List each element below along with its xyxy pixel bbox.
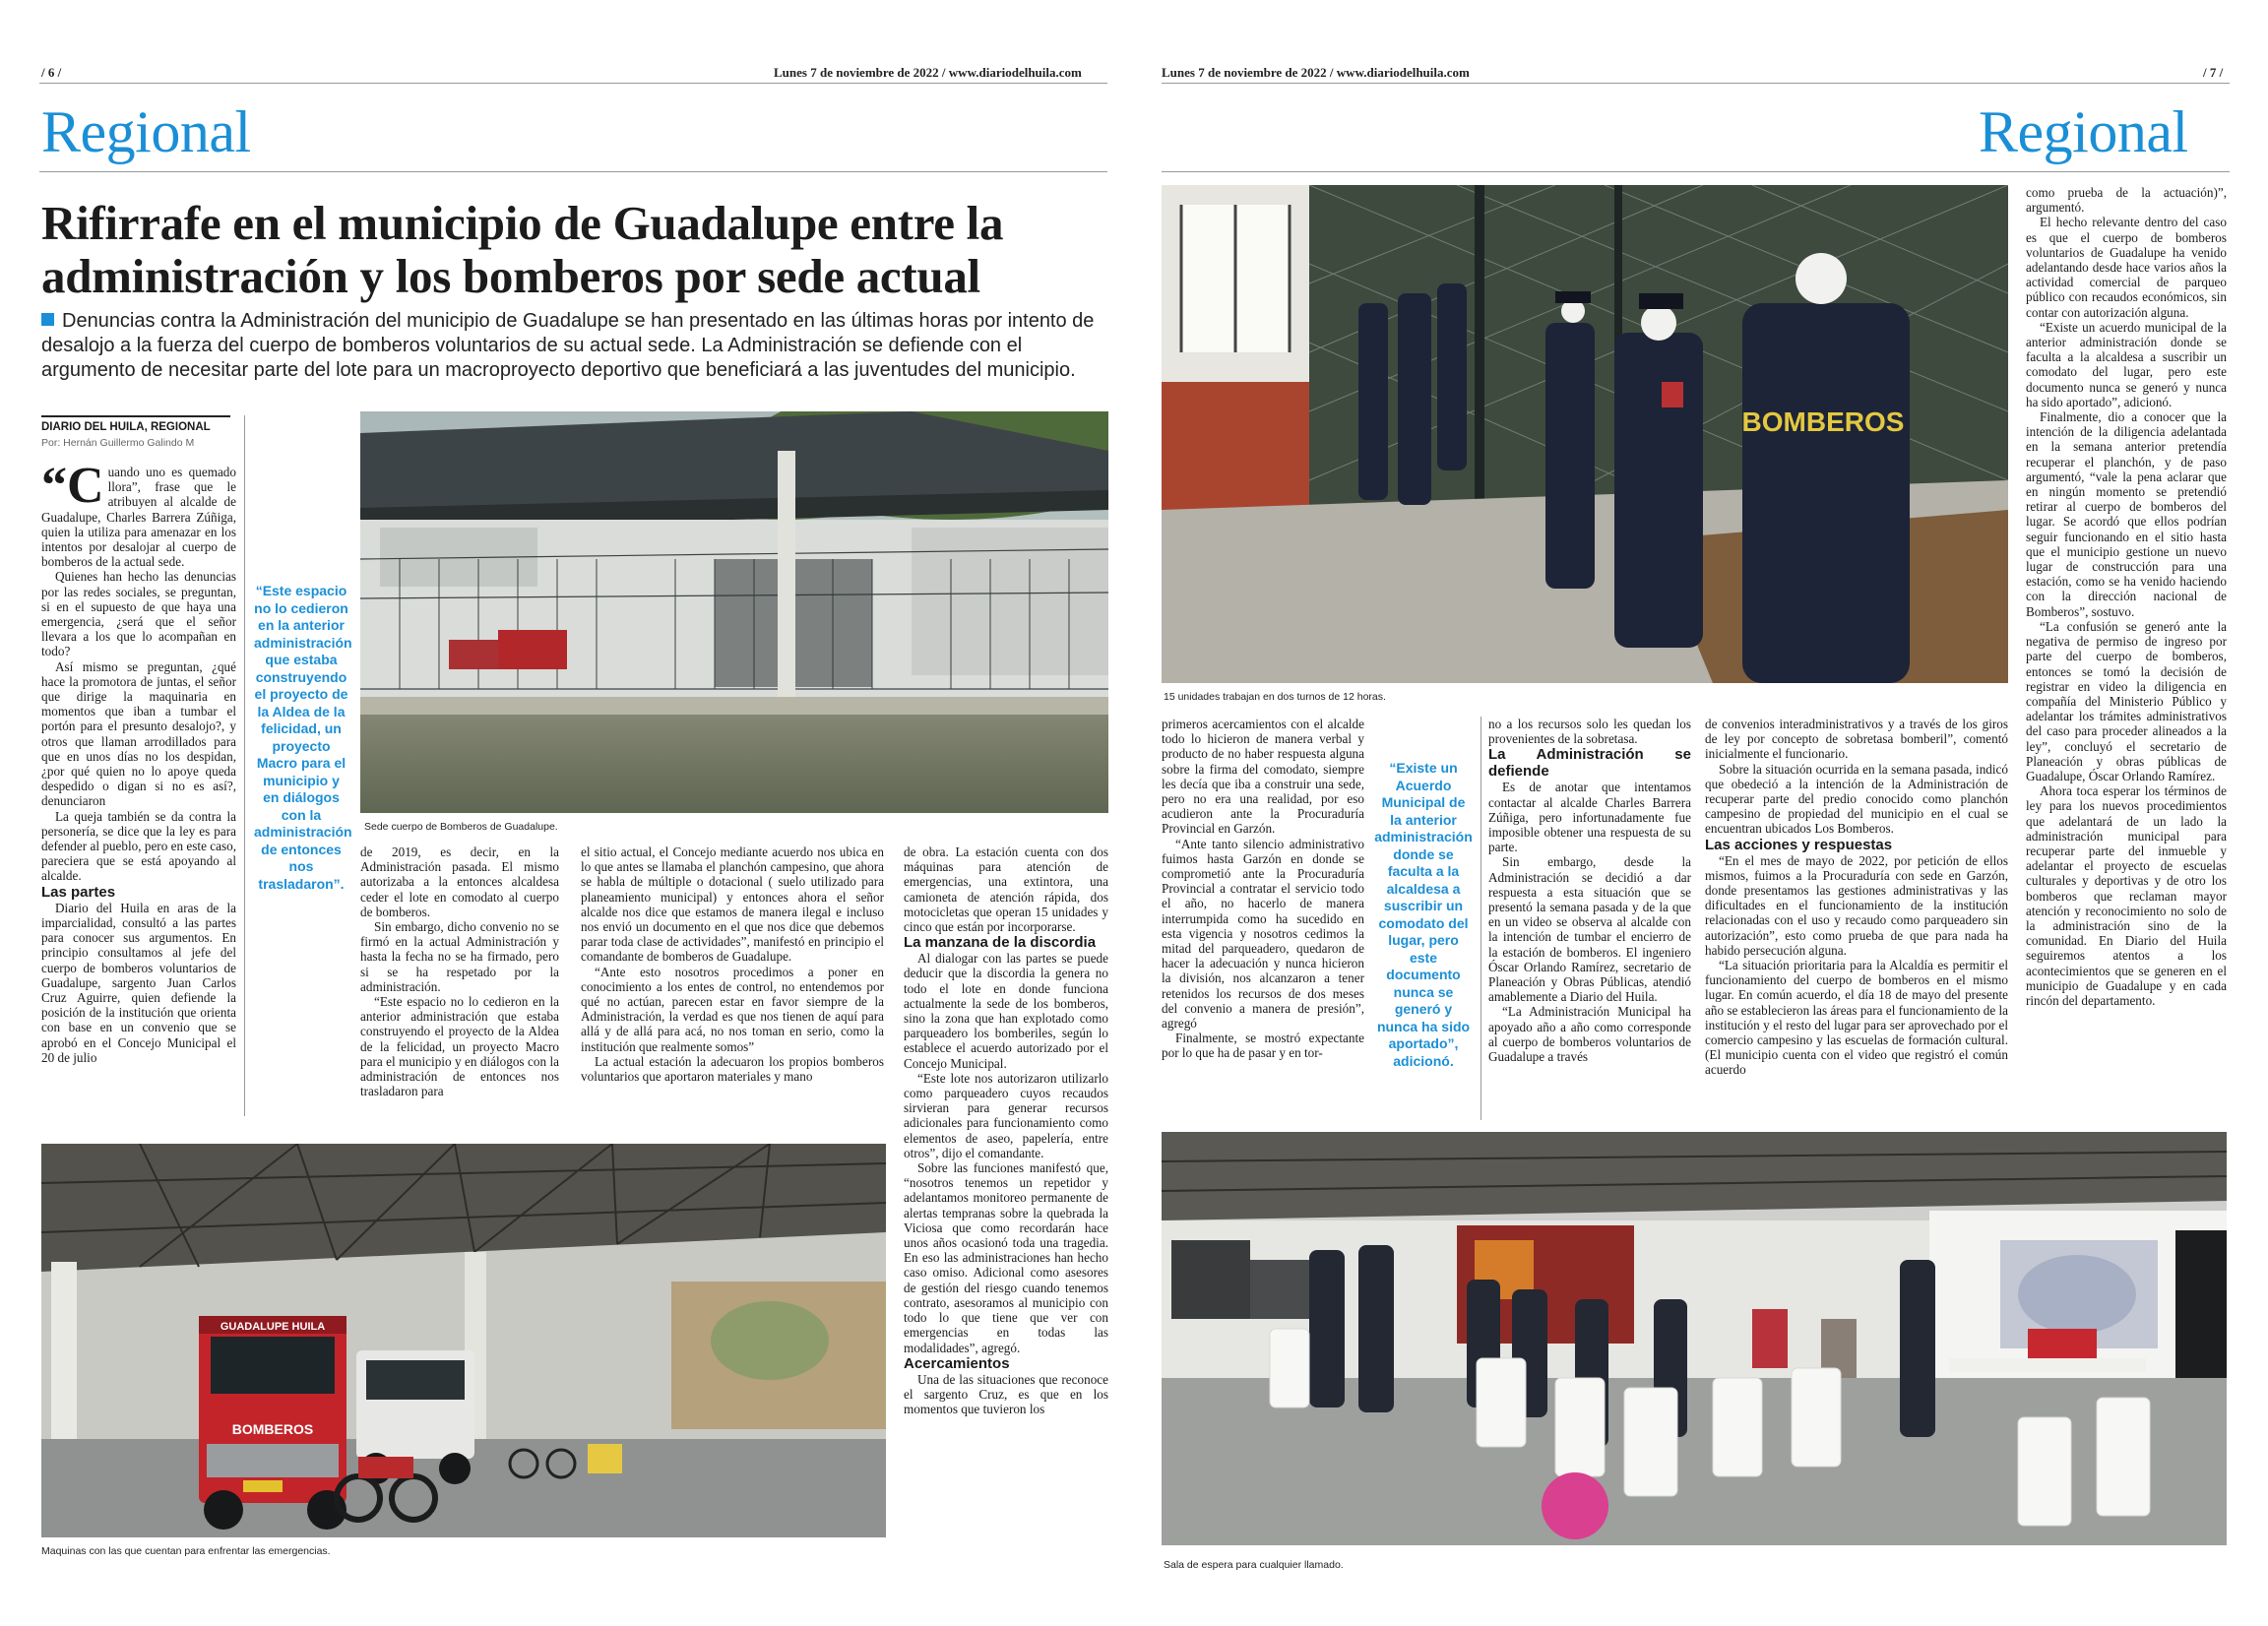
col8-p5: “La confusión se generó ante la negativa de permiso de ingreso por parte del cuerpo de bomberos, entonces se tomó la decisión de registrar en video la diligencia en compañía del Ministerio Público y adelantar los trámites administrativos del caso para proceder alineados a la ley”, concluyó el secretario de Planeación y obras públicas de Guadalupe, Óscar Orlando Ramírez. [2026,618,2227,783]
photo-fire-station-building [360,411,1108,813]
photo-fire-trucks [41,1144,886,1537]
uniform-text: BOMBEROS [1741,406,1905,437]
col7-subhead: Las acciones y respuestas [1705,836,1893,853]
headline-line-2: administración y los bomberos por sede actual [41,249,980,303]
col2-p3: “Este espacio no lo cedieron en la anterior administración que estaba construyendo el proyecto de la Aldea de la felicidad, un proyecto Macro para el municipio y en diálogos con la administración de entonces nos trasladaron para [360,994,559,1099]
byline-rule [41,415,230,417]
truck-sign-text: GUADALUPE HUILA [220,1321,326,1333]
left-page-folio: / 6 / [41,65,62,80]
headline-line-1: Rifirrafe en el municipio de Guadalupe entre la [41,196,1004,250]
col4-p5: Una de las situaciones que reconoce el sargento Cruz, es que en los momentos que tuvieron los [904,1371,1108,1417]
column-3 [581,844,884,1084]
col8-p1: como prueba de la actuación)”, argumentó. [2026,185,2227,216]
column-divider [244,415,245,1116]
deck-square-icon [41,313,54,326]
col1-p4: La queja también se da contra la personería, se dice que la ley es para defender al pueblo, pero en este caso, pareciera que se está apoyando al alcalde. [41,808,236,884]
left-section-title: Regional [41,99,251,164]
column-2 [360,844,559,1098]
drop-cap: “C [41,458,104,514]
col7-p3: “En el mes de mayo de 2022, por petición de ellos mismos, fuimos a la Procuraduría con sede en Garzón, donde presentamos las gestiones administrativas y las dificultades en el funcionamiento de la institución relacionadas con el uso y recaudo como parqueadero sin autorización”, esto como prueba de que para nada ha habido persecución alguna. [1705,852,2008,958]
truck-side-text: BOMBEROS [231,1421,314,1437]
col8-p3: “Existe un acuerdo municipal de la anterior administración donde se faculta a la alcaldesa a suscribir un comodato del lugar, pero este documento nunca se generó y nunca ha sido aportado”, adicionó. [2026,319,2227,409]
column-7 [1705,717,2008,1078]
col1-p3: Así mismo se preguntan, ¿qué hace la promotora de juntas, el señor que dirige la maquinaria en momentos que iban a tumbar el portón para el presunto desalojo?, y otros que llaman arrodillados para que en unos días no los despidan, ¿por qué quien no lo apoye queda despedido o digan si no es así?, denunciaron [41,658,236,809]
col4-p1: de obra. La estación cuenta con dos máquinas para atención de emergencias, una extintora, una camioneta de atención rápida, dos motocicletas que operan 15 unidades y cinco que están por incorporarse. [904,844,1108,935]
left-header-rule [39,83,1107,84]
col3-p2: “Ante esto nosotros procedimos a poner en conocimiento a los entes de control, no entendemos por qué no actúan, parecen estar en favor siempre de la Administración, la verdad es que nos tienen de aquí para allá y de allá para acá, no nos toman en serio, como la institución que realmente somos” [581,964,884,1054]
column-6 [1488,717,1691,1064]
byline-author: Por: Hernán Guillermo Galindo M [41,437,195,449]
deck-text: Denuncias contra la Administración del municipio de Guadalupe se han presentado en las últimas horas por intento de desalojo a la fuerza del cuerpo de bomberos voluntarios de su actual sede. La Administración se defiende con el argumento de necesitar parte del lote para un macroproyecto deportivo que beneficiará a las juventudes del municipio. [41,310,1095,381]
caption-trucks: Maquinas con las que cuentan para enfrentar las emergencias. [41,1545,331,1557]
left-page-dateline: Lunes 7 de noviembre de 2022 / www.diariodelhuila.com [774,65,1082,80]
col4-p3: “Este lote nos autorizaron utilizarlo como parqueadero cuyos recaudos sirvieran para generar recursos adicionales para funcionamiento como elementos de aseo, papelería, entre otros”, dijo el comandante. [904,1070,1108,1160]
right-section-title: Regional [1979,99,2188,164]
column-8 [2026,185,2227,1008]
col4-p4: Sobre las funciones manifestó que, “nosotros tenemos un repetidor y adelantamos monitoreo permanente de alertas tempranas sobre la quebrada la Viciosa que como recordarán hace unos años ocasionó toda una tragedia. En eso las administraciones han hecho caso omiso. Adicional como asesores de gestión del riesgo cuando tenemos contrato, asesoramos al municipio con todo lo que tiene que ver con emergencias en todas las modalidades”, agregó. [904,1160,1108,1355]
col3-p1: el sitio actual, el Concejo mediante acuerdo nos ubica en lo que antes se llamaba el planchón campesino, que ahora se habla de múltiple o dotacional ( suelo utilizado para planeamiento municipal) y entonces ahora el señor alcalde nos dice que estamos de manera ilegal e incluso nos envió un documento en el que nos dice que debemos parar toda clase de actividades”, manifestó en principio el comandante de bomberos de Guadalupe. [581,844,884,965]
column-5 [1162,717,1364,1061]
col4-p2: Al dialogar con las partes se puede deducir que la discordia la genera no todo el lote en donde funciona actualmente la sede de los bomberos, sino la zona que han explotado como parqueadero los bomberiles, según lo establece el acuerdo autorizado por el Concejo Municipal. [904,951,1108,1071]
col6-subhead: La Administración se defiende [1488,746,1691,781]
pull-quote-left: “Este espacio no lo cedieron en la anterior administración que estaba construyendo el proyecto de la Aldea de la felicidad, un proyecto Macro para el municipio y en diálogos con la administración de entonces nos trasladaron”. [254,583,352,892]
article-headline [41,197,1114,303]
photo-firefighters-fence [1162,185,2008,683]
col4-subhead-1: La manzana de la discordia [904,934,1097,952]
column-divider-right [1480,717,1481,1120]
col3-p3: La actual estación la adecuaron los propios bomberos voluntarios que aportaron materiales y mano [581,1053,884,1085]
col8-p4: Finalmente, dio a conocer que la intención de la diligencia adelantada en la semana anterior pretendía recuperar el planchón, y de paso argumentó, “vale la pena aclarar que en ningún momento se pretendió retirar al cuerpo de bomberos del lugar. Se acordó que ellos podrían seguir funcionando en el sitio hasta que el municipio gestione un nuevo lugar de construcción para una estación, como se ha venido haciendo con la dirección nacional de Bomberos”, sostuvo. [2026,409,2227,619]
col8-p2: El hecho relevante dentro del caso es que el cuerpo de bomberos voluntarios de Guadalupe ha venido adelantando desde hace varios años la actividad comercial de parqueo público con recaudos económicos, sin contar con autorización alguna. [2026,215,2227,320]
col6-p1: no a los recursos solo les quedan los provenientes de la sobretasa. [1488,717,1691,747]
caption-building: Sede cuerpo de Bomberos de Guadalupe. [364,821,558,833]
article-deck [41,309,1109,383]
caption-firefighters: 15 unidades trabajan en dos turnos de 12 horas. [1164,691,1386,703]
column-4 [904,844,1108,1416]
col7-p1: de convenios interadministrativos y a través de los giros de ley por concepto de sobretasa bomberil”, comentó inicialmente el funcionario. [1705,717,2008,762]
col6-p2: Es de anotar que intentamos contactar al alcalde Charles Barrera Zúñiga, pero infortunadamente fue imposible obtener una respuesta de su parte. [1488,780,1691,855]
col7-p4: “La situación prioritaria para la Alcaldía es permitir el funcionamiento del cuerpo de bomberos en el mismo lugar. En común acuerdo, el día 18 de mayo del presente año se establecieron las áreas para el funcionamiento de la institución y el resto del lugar para ser aprovechado por el comercio campesino y las escuelas de formación cultural. (El municipio cuenta con el video que registró el común acuerdo [1705,958,2008,1078]
pull-quote-right: “Existe un Acuerdo Municipal de la anterior administración donde se faculta a la alcaldesa a suscribir un comodato del lugar, pero este documento nunca se generó y nunca ha sido aportado”, adicionó. [1374,760,1473,1069]
byline-source: DIARIO DEL HUILA, REGIONAL [41,421,211,433]
col5-p2: “Ante tanto silencio administrativo fuimos hasta Garzón en donde se comprometió ante la Procuraduría Provincial a contratar el servicio todo el año, no hacerlo de manera interrumpida como ha sucedido en esta vigencia y nosotros cedimos la mitad del parqueadero, quedaron de hacer la adecuación y nunca hicieron la división, nos alcanzaron a tener retenidos los recursos de dos meses del convenio a manera de presión”, agregó [1162,836,1364,1032]
right-section-rule [1162,171,2230,172]
col1-p2: Quienes han hecho las denuncias por las redes sociales, se preguntan, si en el supuesto de que haya una emergencia, ¿será que el señor llevara a los que lo acompañan en todo? [41,569,236,659]
col7-p2: Sobre la situación ocurrida en la semana pasada, indicó que obedeció a la intención de la Administración de recuperar parte del predio conocido como planchón campesino de propiedad del municipio en el cual se encuentran ubicados Los Bomberos. [1705,761,2008,837]
col2-p2: Sin embargo, dicho convenio no se firmó en la actual Administración y hasta la fecha no se ha firmado, pero si se ha respetado por la administración. [360,919,559,994]
col2-p1: de 2019, es decir, en la Administración pasada. El mismo autorizaba a la entonces alcaldesa ceder el lote en comodato al cuerpo de bomberos. [360,844,559,919]
photo-waiting-room [1162,1132,2227,1545]
left-section-rule [39,171,1107,172]
right-page-folio: / 7 / [2203,65,2224,80]
col6-p4: “La Administración Municipal ha apoyado año a año como corresponde al cuerpo de bomberos voluntarios de Guadalupe a través [1488,1004,1691,1065]
col4-subhead-2: Acercamientos [904,1354,1010,1372]
col1-subhead: Las partes [41,883,116,901]
caption-waiting-room: Sala de espera para cualquier llamado. [1164,1559,1344,1571]
col5-p3: Finalmente, se mostró expectante por lo que ha de pasar y en tor- [1162,1031,1364,1061]
right-header-rule [1162,83,2230,84]
right-page-dateline: Lunes 7 de noviembre de 2022 / www.diariodelhuila.com [1162,65,1470,80]
col1-p5: Diario del Huila en aras de la imparcialidad, consultó a las partes para conocer sus argumentos. En principio consultamos al jefe del cuerpo de bomberos voluntarios de Guadalupe, sargento Juan Carlos Cruz Aguirre, quien defiende la posición de la institución que orienta con base en un convenio que se aprobó en el Concejo Municipal el 20 de julio [41,900,236,1065]
column-1 [41,458,236,1065]
col1-p1: uando uno es quemado llora”, frase que le atribuyen al alcalde de Guadalupe, Charles Barrera Zúñiga, quien la utiliza para amenazar en los intentos por desalojar al cuerpo de bomberos de la actual sede. [41,465,236,570]
col5-p1: primeros acercamientos con el alcalde todo lo hicieron de manera verbal y producto de no haber respuesta alguna sobre la firma del comodato, siempre les decía que iba a construir una sede, pero no era una realidad, por eso acudieron ante la Procuraduría Provincial en Garzón. [1162,717,1364,837]
col8-p6: Ahora toca esperar los términos de ley para los nuevos procedimientos que adelantará de un lado la administración municipal para recuperar parte del inmueble y adelantar el proyecto de escuelas culturales y deportivas y de otro los bomberos que reclaman mayor atención y reconocimiento no solo de la administración sino de la comunidad. En Diario del Huila seguiremos atentos a los acontecimientos que se generen en el municipio de Guadalupe y en cada rincón del departamento. [2026,783,2227,1008]
col6-p3: Sin embargo, desde la Administración se decidió a dar respuesta a esta situación que se presentó la semana pasada y de la que en un video se observa al alcalde con la intención de tumbar el encierro de la estación de bomberos. El ingeniero Óscar Orlando Ramírez, secretario de Planeación y Obras Públicas, atendió amablemente a Diario del Huila. [1488,854,1691,1005]
